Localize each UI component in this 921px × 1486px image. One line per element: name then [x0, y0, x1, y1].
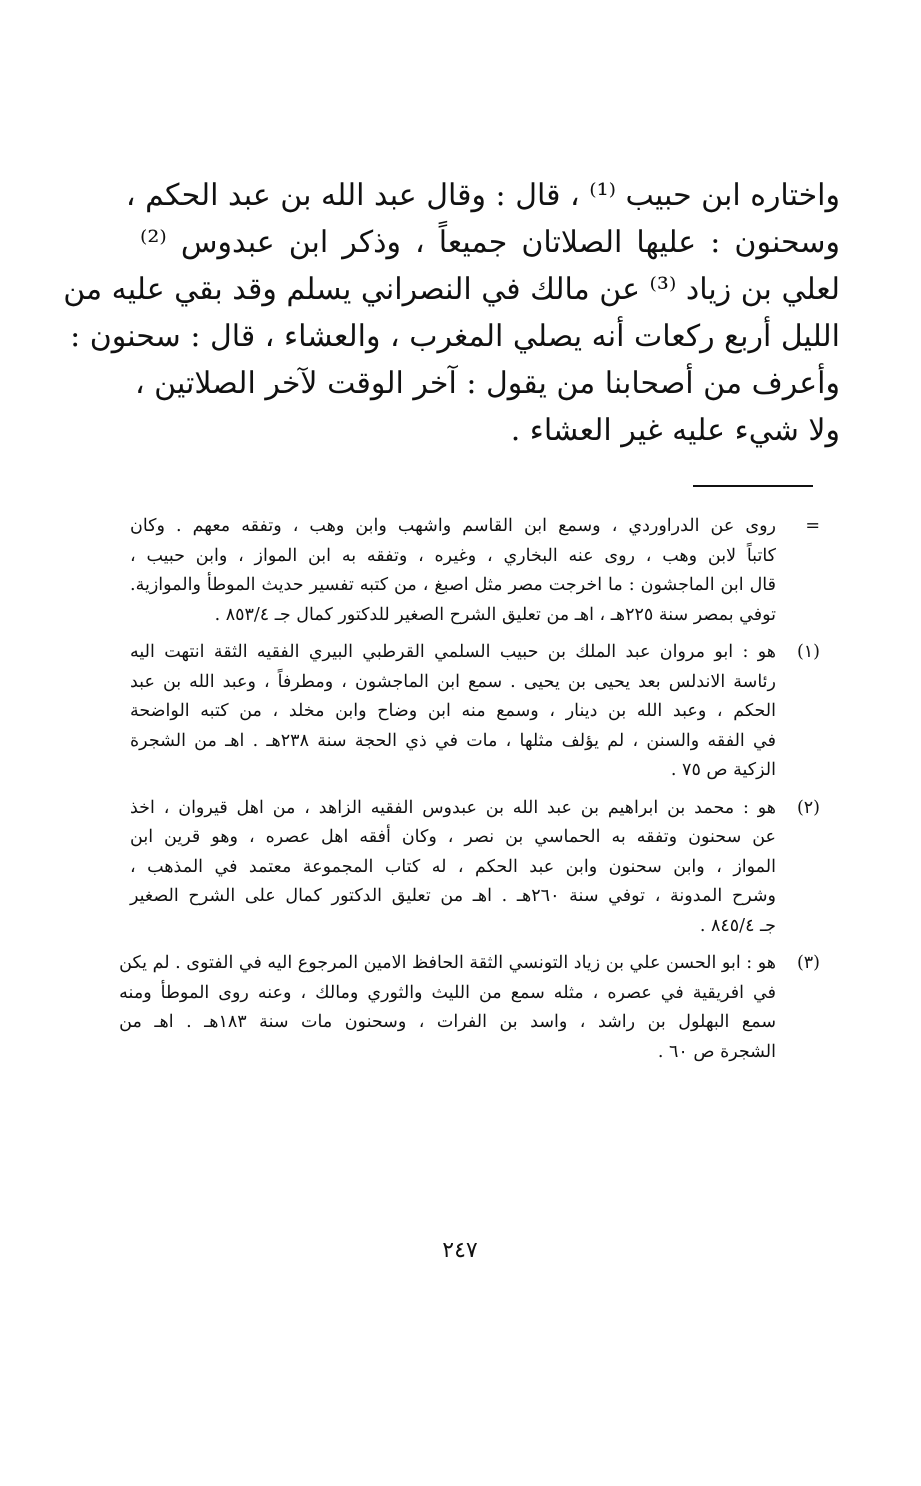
footnote-line: قال ابن الماجشون : ما اخرجت مصر مثل اصبغ ، من كتبه تفسير حديث الموطأ والموازية. — [130, 575, 776, 595]
footnote-body — [130, 794, 776, 942]
footnote-1 — [130, 638, 820, 786]
footnote-line: في افريقية في عصره ، مثله سمع من الليث والثوري ومالك ، وعنه روى الموطأ ومنه — [119, 982, 776, 1003]
footnote-line: جـ ٨٤٥/٤ . — [699, 915, 776, 936]
footnote-separator — [693, 485, 813, 487]
main-text-block — [63, 172, 840, 454]
footnote-marker: (٣) — [796, 953, 820, 973]
footnote-continuation — [130, 512, 820, 630]
footnote-line: الزكية ص ٧٥ . — [670, 760, 776, 780]
footnote-line: الحكم ، وعبد الله بن دينار ، وسمع منه ابن وضاح وابن مخلد ، من كتبه الواضحة — [130, 701, 776, 721]
footnote-body — [119, 949, 776, 1067]
footnote-marker: (١) — [796, 642, 820, 662]
footnote-line: الشجرة ص ٦٠ . — [657, 1041, 776, 1062]
footnote-line: هو : ابو الحسن علي بن زياد التونسي الثقة الحافظ الامين المرجوع اليه في الفتوى . لم يكن — [119, 953, 776, 973]
footnote-line: عن سحنون وتفقه به الحماسي بن نصر ، وكان أفقه اهل عصره ، وهو قرين ابن — [130, 827, 776, 847]
main-text-line: واختاره ابن حبيب ⁽¹⁾ ، قال : وقال عبد الله بن عبد الحكم ، — [125, 178, 840, 213]
main-text-line: لعلي بن زياد ⁽³⁾ عن مالك في النصراني يسلم وقد بقي عليه من — [63, 272, 840, 307]
main-text-line: وأعرف من أصحابنا من يقول : آخر الوقت لآخر الصلاتين ، — [134, 366, 840, 401]
footnote-line: في الفقه والسنن ، لم يؤلف مثلها ، مات في ذي الحجة سنة ٢٣٨هـ . اهـ من الشجرة — [130, 730, 776, 751]
footnote-line: وشرح المدونة ، توفي سنة ٢٦٠هـ . اهـ من تعليق الدكتور كمال على الشرح الصغير — [130, 886, 777, 906]
footnote-line: كاتباً لابن وهب ، روى عنه البخاري ، وغيره ، وتفقه به ابن المواز ، وابن حبيب ، — [130, 545, 776, 566]
footnote-body — [130, 638, 776, 786]
footnote-line: هو : ابو مروان عبد الملك بن حبيب السلمي القرطبي البيري الفقيه الثقة انتهت اليه — [130, 642, 776, 662]
footnote-2 — [130, 794, 820, 942]
page-number: ٢٤٧ — [442, 1238, 478, 1263]
footnote-line: المواز ، وابن سحنون وابن عبد الحكم ، له كتاب المجموعة معتمد في المذهب ، — [130, 856, 776, 877]
footnote-line: هو : محمد بن ابراهيم بن عبد الله بن عبدوس الفقيه الزاهد ، من اهل قيروان ، اخذ — [130, 797, 776, 818]
main-text-line: ولا شيء عليه غير العشاء . — [510, 413, 840, 448]
footnote-marker: (٢) — [796, 797, 820, 818]
footnote-body — [130, 512, 776, 630]
main-text-line: وسحنون : عليها الصلاتان جميعاً ، وذكر ابن عبدوس ⁽²⁾ — [140, 225, 840, 260]
footnote-line: رئاسة الاندلس بعد يحيى بن يحيى . سمع ابن الماجشون ، ومطرفاً ، وعبد الله بن عبد — [130, 671, 776, 692]
main-text-line: الليل أربع ركعات أنه يصلي المغرب ، والعشاء ، قال : سحنون : — [70, 319, 840, 354]
footnote-3 — [119, 949, 820, 1067]
footnote-marker: = — [805, 516, 820, 536]
footnotes-section — [119, 512, 820, 1075]
footnote-line: توفي بمصر سنة ٢٢٥هـ ، اهـ من تعليق الشرح الصغير للدكتور كمال جـ ٨٥٣/٤ . — [214, 604, 776, 625]
footnote-line: روى عن الدراوردي ، وسمع ابن القاسم واشهب وابن وهب ، وتفقه معهم . وكان — [130, 516, 776, 536]
footnote-line: سمع البهلول بن راشد ، واسد بن الفرات ، وسحنون مات سنة ١٨٣هـ . اهـ من — [119, 1012, 776, 1032]
